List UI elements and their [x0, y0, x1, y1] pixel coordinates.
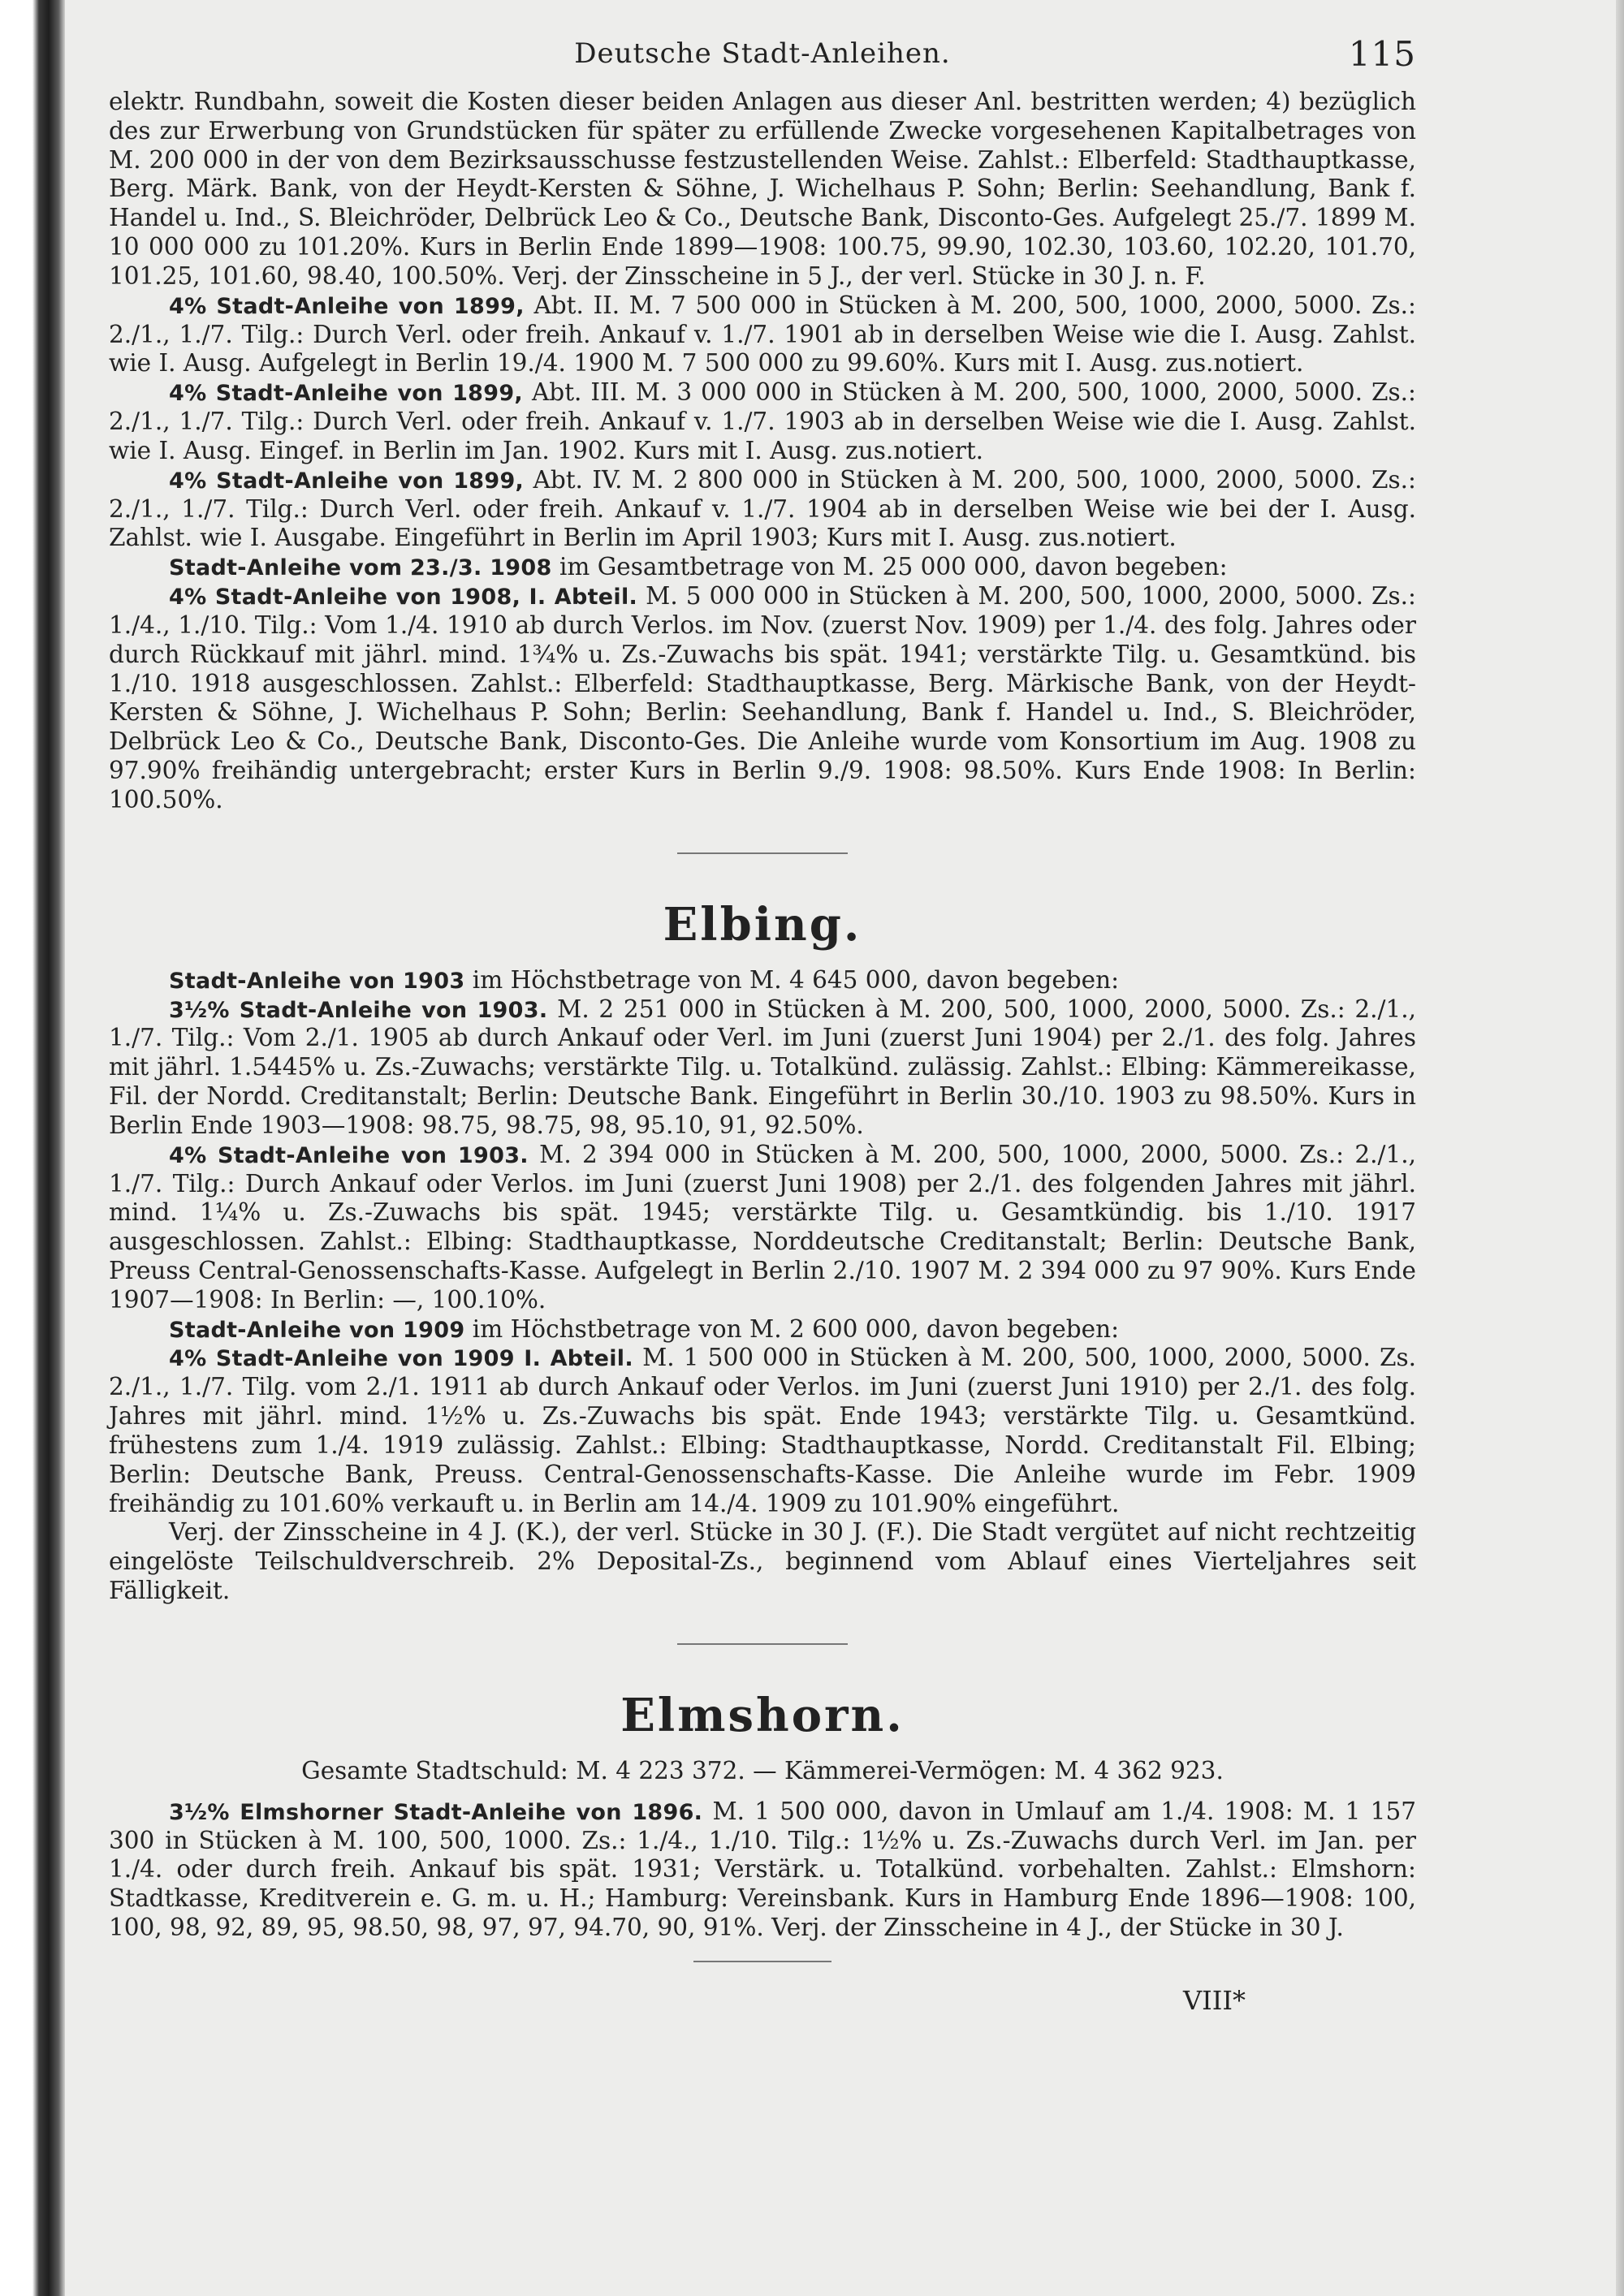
loan-heading: Stadt-Anleihe von 1909	[169, 1317, 465, 1343]
section-divider	[693, 1961, 831, 1962]
paragraph-elbing-1903-4	[109, 1141, 1416, 1315]
running-head	[109, 29, 1416, 88]
running-title: Deutsche Stadt-Anleihen.	[574, 37, 951, 70]
paragraph-loan-1899-abt2	[109, 291, 1416, 378]
paragraph-elbing-1909-total	[109, 1315, 1416, 1344]
paragraph-elmshorn-summary: Gesamte Stadtschuld: M. 4 223 372. — Kämmerei-Vermögen: M. 4 362 923.	[301, 1756, 1224, 1785]
loan-text: M. 1 500 000 in Stücken à M. 200, 500, 1000, 2000, 5000. Zs. 2./1., 1./7. Tilg. vom 2./1. 1911 ab durch Ankauf oder Verlos. im Juni (zuerst Juni 1910) per 2./1. des folg. Jahres mit jährl. mind. 1½% u. Zs.-Zuwachs bis spät. Ende 1943; verstärkte Tilg. u. Gesamtkünd. frühestens zum 1./4. 1919 zulässig. Zahlst.: Elbing: Stadthauptkasse, Nordd. Creditanstalt Fil. Elbing; Berlin: Deutsche Bank, Preuss. Central-Genossenschafts-Kasse. Die Anleihe wurde im Febr. 1909 freihändig zu 101.60% verkauft u. in Berlin am 14./4. 1909 zu 101.90% eingeführt.	[109, 1344, 1416, 1517]
paragraph-loan-1899-abt3	[109, 378, 1416, 465]
loan-text: M. 1 500 000, davon in Umlauf am 1./4. 1908: M. 1 157 300 in Stücken à M. 100, 500, 1000. Zs.: 1./4., 1./10. Tilg.: 1½% u. Zs.-Zuwachs durch Verl. im Jan. per 1./4. oder durch freih. Ankauf bis spät. 1931; Verstärk. u. Totalkünd. vorbehalten. Zahlst.: Elmshorn: Stadtkasse, Kreditverein e. G. m. u. H.; Hamburg: Vereinsbank. Kurs in Hamburg Ende 1896—1908: 100, 100, 98, 92, 89, 95, 98.50, 98, 97, 97, 94.70, 90, 91%. Verj. der Zinsscheine in 4 J., der Stücke in 30 J.	[109, 1797, 1416, 1942]
loan-heading: 4% Stadt-Anleihe von 1899,	[169, 381, 523, 407]
section-divider	[677, 852, 848, 854]
paragraph-elbing-1903-total	[109, 966, 1416, 995]
paragraph-continuation: elektr. Rundbahn, soweit die Kosten dieser beiden Anlagen aus dieser Anl. bestritten werden; 4) bezüglich des zur Erwerbung von Grundstücken für später zu erfüllende Zwecke vorgesehenen Kapitalbetrages von M. 200 000 in der von dem Bezirksausschusse festzustellenden Weise. Zahlst.: Elberfeld: Stadthauptkasse, Berg. Märk. Bank, von der Heydt-Kersten & Söhne, J. Wichelhaus P. Sohn; Berlin: Seehandlung, Bank f. Handel u. Ind., S. Bleichröder, Delbrück Leo & Co., Deutsche Bank, Disconto-Ges. Aufgelegt 25./7. 1899 M. 10 000 000 zu 101.20%. Kurs in Berlin Ende 1899—1908: 100.75, 99.90, 102.30, 103.60, 102.20, 101.70, 101.25, 101.60, 98.40, 100.50%. Verj. der Zinsscheine in 5 J., der verl. Stücke in 30 J. n. F.	[109, 88, 1416, 290]
city-heading-elbing: Elbing.	[663, 897, 862, 952]
loan-heading: 3½% Stadt-Anleihe von 1903.	[169, 997, 548, 1023]
paragraph-loan-1908-abt1	[109, 582, 1416, 815]
paragraph-elbing-notes: Verj. der Zinsscheine in 4 J. (K.), der verl. Stücke in 30 J. (F.). Die Stadt vergütet auf nicht rechtzeitig eingelöste Teilschuldverschreib. 2% Deposital-Zs., beginnend vom Ablauf eines Vierteljahres seit Fälligkeit.	[109, 1518, 1416, 1605]
loan-heading: 4% Stadt-Anleihe von 1899,	[169, 293, 525, 319]
loan-heading: 4% Stadt-Anleihe von 1903.	[169, 1142, 529, 1168]
page-edge	[1616, 0, 1624, 2296]
paragraph-loan-1908-total	[109, 553, 1416, 582]
page-number: 115	[1348, 34, 1416, 74]
loan-text: im Höchstbetrage von M. 4 645 000, davon begeben:	[472, 965, 1120, 994]
paragraph-loan-1899-abt4	[109, 466, 1416, 553]
paragraph-elbing-1909-abt1	[109, 1344, 1416, 1518]
loan-text: Abt. II. M. 7 500 000 in Stücken à M. 200, 500, 1000, 2000, 5000. Zs.: 2./1., 1./7. Tilg.: Durch Verl. oder freih. Ankauf v. 1./7. 1901 ab in derselben Weise wie die I. Ausg. Zahlst. wie I. Ausg. Aufgelegt in Berlin 19./4. 1900 M. 7 500 000 zu 99.60%. Kurs mit I. Ausg. zus.notiert.	[109, 291, 1416, 378]
section-divider	[677, 1643, 848, 1645]
loan-heading: 4% Stadt-Anleihe von 1908, I. Abteil.	[169, 585, 638, 611]
loan-heading: 4% Stadt-Anleihe von 1899,	[169, 468, 525, 494]
paragraph-elmshorn-1896	[109, 1798, 1416, 1943]
city-heading-elmshorn: Elmshorn.	[620, 1688, 905, 1742]
page-content	[109, 29, 1416, 2026]
signature-mark: VIII*	[1182, 1984, 1246, 2016]
loan-heading: 3½% Elmshorner Stadt-Anleihe von 1896.	[169, 1799, 703, 1825]
loan-heading: 4% Stadt-Anleihe von 1909 I. Abteil.	[169, 1346, 633, 1372]
page-footer	[109, 1977, 1416, 2026]
loan-text: M. 5 000 000 in Stücken à M. 200, 500, 1000, 2000, 5000. Zs.: 1./4., 1./10. Tilg.: Vom 1./4. 1910 ab durch Verlos. im Nov. (zuerst Nov. 1909) per 1./4. des folg. Jahres oder durch Rückkauf mit jährl. mind. 1¾% u. Zs.-Zuwachs bis spät. 1941; verstärkte Tilg. u. Gesamtkünd. bis 1./10. 1918 ausgeschlossen. Zahlst.: Elberfeld: Stadthauptkasse, Berg. Märkische Bank, von der Heydt-Kersten & Söhne, J. Wichelhaus P. Sohn; Berlin: Seehandlung, Bank f. Handel u. Ind., S. Bleichröder, Delbrück Leo & Co., Deutsche Bank, Disconto-Ges. Die Anleihe wurde vom Konsortium im Aug. 1908 zu 97.90% freihändig untergebracht; erster Kurs in Berlin 9./9. 1908: 98.50%. Kurs Ende 1908: In Berlin: 100.50%.	[109, 582, 1416, 814]
loan-text: Abt. III. M. 3 000 000 in Stücken à M. 200, 500, 1000, 2000, 5000. Zs.: 2./1., 1./7. Tilg.: Durch Verl. oder freih. Ankauf v. 1./7. 1903 ab in derselben Weise wie die I. Ausg. Zahlst. wie I. Ausg. Eingef. in Berlin im Jan. 1902. Kurs mit I. Ausg. zus.notiert.	[109, 378, 1416, 464]
book-gutter	[0, 0, 65, 2296]
loan-text: M. 2 394 000 in Stücken à M. 200, 500, 1000, 2000, 5000. Zs.: 2./1., 1./7. Tilg.: Durch Ankauf oder Verlos. im Juni (zuerst Juni 1908) per 2./1. des folgenden Jahres mit jährl. mind. 1¼% u. Zs.-Zuwachs bis spät. 1945; verstärkte Tilg. u. Gesamtkündig. bis 1./10. 1917 ausgeschlossen. Zahlst.: Elbing: Stadthauptkasse, Norddeutsche Creditanstalt; Berlin: Deutsche Bank, Preuss Central-Genossenschafts-Kasse. Aufgelegt in Berlin 2./10. 1907 M. 2 394 000 zu 97 90%. Kurs Ende 1907—1908: In Berlin: —, 100.10%.	[109, 1140, 1417, 1314]
loan-text: M. 2 251 000 in Stücken à M. 200, 500, 1000, 2000, 5000. Zs.: 2./1., 1./7. Tilg.: Vom 2./1. 1905 ab durch Ankauf oder Verl. im Juni (zuerst Juni 1904) per 2./1. des folg. Jahres mit jährl. 1.5445% u. Zs.-Zuwachs; verstärkte Tilg. u. Totalkünd. zulässig. Zahlst.: Elbing: Kämmereikasse, Fil. der Nordd. Creditanstalt; Berlin: Deutsche Bank. Eingeführt in Berlin 30./10. 1903 zu 98.50%. Kurs in Berlin Ende 1903—1908: 98.75, 98.75, 98, 95.10, 91, 92.50%.	[109, 995, 1416, 1139]
loan-text: im Höchstbetrage von M. 2 600 000, davon begeben:	[472, 1314, 1120, 1343]
loan-text: im Gesamtbetrage von M. 25 000 000, davon begeben:	[559, 553, 1228, 581]
paragraph-elbing-1903-35	[109, 995, 1416, 1141]
loan-heading: Stadt-Anleihe vom 23./3. 1908	[169, 555, 552, 581]
loan-heading: Stadt-Anleihe von 1903	[169, 968, 465, 994]
loan-text: Abt. IV. M. 2 800 000 in Stücken à M. 200, 500, 1000, 2000, 5000. Zs.: 2./1., 1./7. Tilg.: Durch Verl. oder freih. Ankauf v. 1./7. 1904 ab in derselben Weise wie bei der I. Ausg. Zahlst. wie I. Ausgabe. Eingeführt in Berlin im April 1903; Kurs mit I. Ausg. zus.notiert.	[109, 465, 1416, 552]
